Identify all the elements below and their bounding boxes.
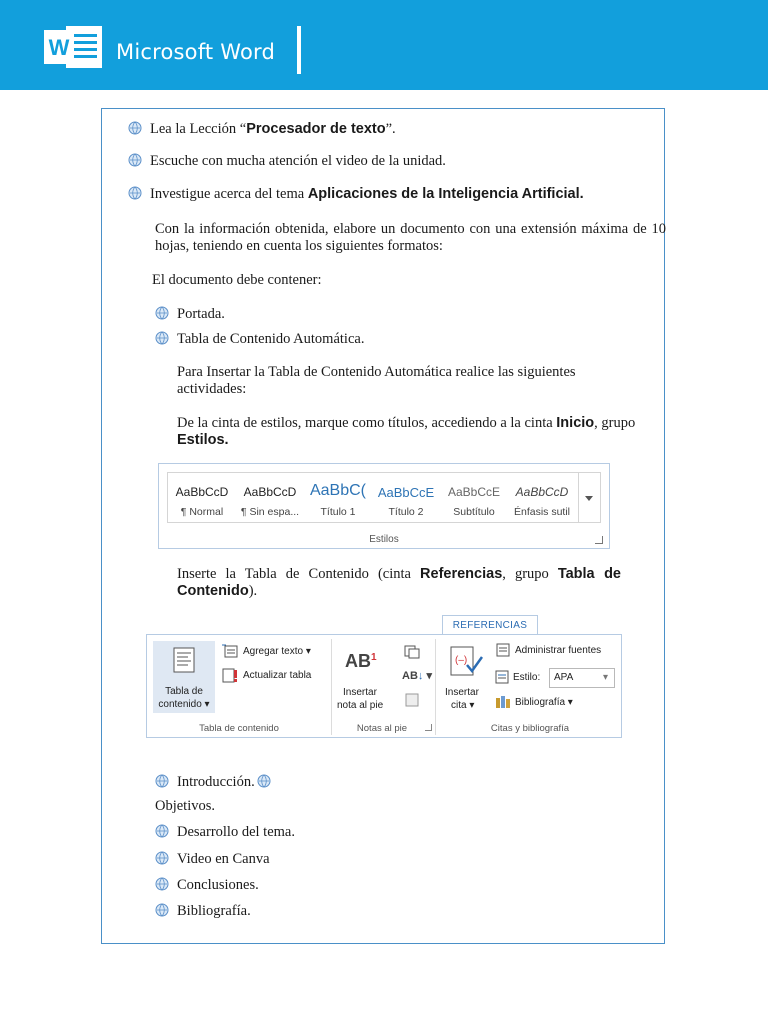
paragraph-contents: El documento debe contener:	[152, 272, 322, 288]
globe-bullet-icon	[155, 903, 169, 917]
instruction-read: Lea la Lección “Procesador de texto”.	[128, 121, 396, 138]
list-item-toc: Tabla de Contenido Automática.	[155, 331, 364, 348]
manage-sources-button[interactable]: Administrar fuentes	[515, 645, 602, 656]
group-caption-footnotes: Notas al pie	[356, 723, 408, 734]
style-heading-1[interactable]: AaBbC( Título 1	[309, 482, 367, 518]
chevron-down-icon: ▾	[602, 672, 608, 683]
globe-bullet-icon	[155, 331, 169, 345]
styles-list	[167, 472, 579, 523]
header-banner	[0, 0, 768, 90]
style-subtitle[interactable]: AaBbCcE Subtítulo	[447, 485, 501, 518]
dialog-launcher-icon[interactable]	[595, 536, 603, 544]
list-item-objectives: Objetivos.	[155, 798, 216, 814]
tab-references[interactable]: REFERENCIAS	[442, 615, 538, 635]
globe-bullet-icon	[155, 824, 169, 838]
insert-citation-icon	[449, 645, 483, 677]
table-of-contents-button[interactable]: Tabla de contenido ▾	[153, 641, 215, 713]
styles-group-caption: Estilos	[369, 534, 399, 545]
paragraph-extension: Con la información obtenida, elabore un documento con una extensión máxima de 10 hojas, teniendo en cuenta los siguientes formatos:	[155, 221, 666, 254]
update-table-button[interactable]: Actualizar tabla	[243, 670, 312, 681]
list-item-introduction: Introducción.	[155, 774, 279, 791]
endnote-icon[interactable]	[404, 645, 420, 659]
svg-text:W: W	[48, 35, 70, 60]
group-caption-toc: Tabla de contenido	[199, 723, 279, 734]
next-footnote-icon[interactable]: AB↓ ▾	[402, 670, 432, 682]
manage-sources-icon	[495, 643, 511, 657]
globe-bullet-icon	[155, 877, 169, 891]
list-item-conclusions: Conclusiones.	[155, 877, 259, 894]
list-item-development: Desarrollo del tema.	[155, 824, 295, 841]
update-table-icon	[222, 667, 238, 683]
globe-bullet-icon	[128, 186, 142, 200]
globe-bullet-icon	[257, 774, 271, 788]
paragraph-styles-ribbon: De la cinta de estilos, marque como títulos, accediendo a la cinta Inicio, grupo Estilos.	[177, 415, 636, 448]
styles-gallery	[158, 463, 610, 549]
globe-bullet-icon	[128, 153, 142, 167]
dialog-launcher-icon[interactable]	[425, 724, 432, 731]
instruction-research: Investigue acerca del tema Aplicaciones de la Inteligencia Artificial.	[128, 186, 584, 203]
paragraph-insert-toc: Para Insertar la Tabla de Contenido Automática realice las siguientes actividades:	[177, 364, 576, 397]
list-item-cover: Portada.	[155, 306, 225, 323]
bibliography-icon	[495, 695, 511, 709]
group-separator	[331, 639, 332, 735]
style-no-spacing[interactable]: AaBbCcD ¶ Sin espa...	[240, 485, 300, 518]
show-notes-icon[interactable]	[405, 693, 419, 707]
group-separator	[435, 639, 436, 735]
footnote-icon: $AB^1$	[345, 651, 377, 671]
citation-style-select[interactable]: APA ▾	[549, 668, 615, 688]
bibliography-button[interactable]: Bibliografía ▾	[515, 697, 573, 708]
list-item-bibliography: Bibliografía.	[155, 903, 251, 920]
word-logo-icon	[44, 22, 106, 72]
style-icon	[495, 670, 511, 684]
globe-bullet-icon	[155, 306, 169, 320]
styles-more-button[interactable]	[579, 472, 601, 523]
app-title: Microsoft Word	[116, 40, 276, 64]
references-ribbon	[146, 615, 622, 739]
style-heading-2[interactable]: AaBbCcE Título 2	[377, 485, 435, 518]
group-caption-citations: Citas y bibliografía	[490, 723, 570, 734]
style-subtle-emphasis[interactable]: AaBbCcD Énfasis sutil	[513, 485, 571, 518]
add-text-button[interactable]: Agregar texto ▾	[243, 646, 311, 657]
chevron-down-icon	[585, 496, 593, 501]
insert-footnote-label: nota al pie	[337, 700, 384, 711]
globe-bullet-icon	[155, 851, 169, 865]
instruction-watch: Escuche con mucha atención el video de la unidad.	[128, 153, 446, 170]
globe-bullet-icon	[128, 121, 142, 135]
paragraph-insert-toc-refs: Inserte la Tabla de Contenido (cinta Referencias, grupo Tabla de Contenido).	[177, 566, 621, 599]
header-divider	[297, 26, 301, 74]
insert-citation-button[interactable]: Insertar	[445, 687, 479, 698]
ribbon-body: Tabla de contenido ▾ Agregar texto ▾ Actualizar tabla Tabla de contenido $AB^1$ Insertar nota al pie AB↓ ▾ Notas al pie (–) Insertar cita ▾ Administrar fuentes Estilo: APA ▾ Bibliografía ▾ Citas y bibliografía	[146, 634, 622, 738]
globe-bullet-icon	[155, 774, 169, 788]
table-of-contents-icon	[173, 647, 195, 673]
style-label: Estilo:	[513, 672, 541, 683]
svg-text:(–): (–)	[455, 655, 468, 666]
insert-footnote-button[interactable]: Insertar	[343, 687, 377, 698]
style-normal[interactable]: AaBbCcD ¶ Normal	[175, 485, 229, 518]
list-item-video: Video en Canva	[155, 851, 270, 868]
add-text-icon	[222, 644, 238, 658]
